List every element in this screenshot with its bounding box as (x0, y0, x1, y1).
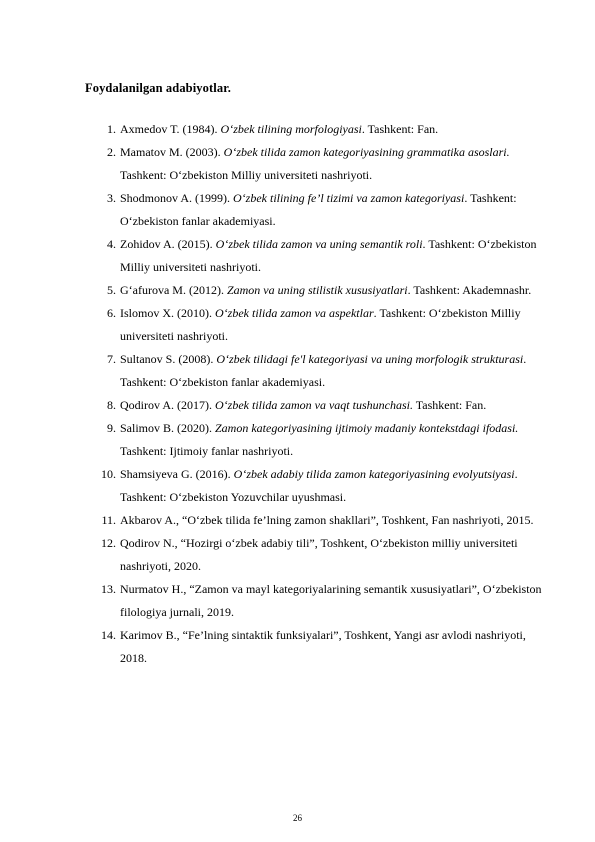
reference-item (0, 624, 550, 670)
section-heading: Foydalanilgan adabiyotlar. (85, 81, 231, 95)
reference-number: 9. (107, 421, 116, 435)
reference-list (0, 118, 595, 670)
reference-title: O‘zbek tilida zamon kategoriyasining grammatika asoslari. (223, 145, 510, 159)
reference-title: O‘zbek tilining fe’l tizimi va zamon kategoriyasi (233, 191, 465, 205)
reference-number: 7. (107, 352, 116, 366)
reference-item (0, 509, 550, 532)
reference-title: O‘zbek tilidagi fe'l kategoriyasi va uning morfologik strukturasi (216, 352, 524, 366)
reference-text: Zohidov A. (2015). O‘zbek tilida zamon va uning semantik roli. Tashkent: O‘zbekiston Milliy universiteti nashriyoti. (120, 237, 537, 274)
reference-number: 12. (101, 536, 116, 550)
reference-item (0, 532, 550, 578)
reference-number: 3. (107, 191, 116, 205)
reference-title: Zamon va uning stilistik xususiyatlari (226, 283, 408, 297)
reference-item (0, 233, 550, 279)
reference-text: Islomov X. (2010). O‘zbek tilida zamon va aspektlar. Tashkent: O‘zbekiston Milliy universiteti nashriyoti. (120, 306, 521, 343)
reference-text: Shamsiyeva G. (2016). O‘zbek adabiy tilida zamon kategoriyasining evolyutsiyasi. Tashkent: O‘zbekiston Yozuvchilar uyushmasi. (120, 467, 518, 504)
reference-text: Qodirov N., “Hozirgi o‘zbek adabiy tili”, Toshkent, O‘zbekiston milliy universiteti nashriyoti, 2020. (120, 536, 518, 573)
reference-text: Nurmatov H., “Zamon va mayl kategoriyalarining semantik xususiyatlari”, O‘zbekiston filologiya jurnali, 2019. (120, 582, 542, 619)
reference-item (0, 141, 550, 187)
reference-text: Shodmonov A. (1999). O‘zbek tilining fe’l tizimi va zamon kategoriyasi. Tashkent: O‘zbekiston fanlar akademiyasi. (120, 191, 517, 228)
reference-text: Salimov B. (2020). Zamon kategoriyasining ijtimoiy madaniy kontekstdagi ifodasi. Tashkent: Ijtimoiy fanlar nashriyoti. (120, 421, 519, 458)
reference-number: 13. (101, 582, 116, 596)
reference-item (0, 279, 550, 302)
reference-text: Karimov B., “Fe’lning sintaktik funksiyalari”, Toshkent, Yangi asr avlodi nashriyoti, 2018. (120, 628, 526, 665)
reference-number: 10. (101, 467, 116, 481)
reference-title: O‘zbek adabiy tilida zamon kategoriyasining evolyutsiyasi (233, 467, 515, 481)
reference-number: 1. (107, 122, 116, 136)
reference-item (0, 417, 550, 463)
page-number: 26 (293, 813, 302, 823)
reference-text: Qodirov A. (2017). O‘zbek tilida zamon va vaqt tushunchasi. Tashkent: Fan. (120, 398, 487, 412)
reference-item (0, 302, 550, 348)
reference-title: O‘zbek tilida zamon va uning semantik roli (215, 237, 423, 251)
reference-number: 2. (107, 145, 116, 159)
reference-text: Sultanov S. (2008). O‘zbek tilidagi fe'l kategoriyasi va uning morfologik strukturasi. Tashkent: O‘zbekiston fanlar akademiyasi. (120, 352, 527, 389)
reference-item (0, 187, 550, 233)
reference-text: Akbarov A., “O‘zbek tilida fe’lning zamon shakllari”, Toshkent, Fan nashriyoti, 2015. (120, 513, 534, 527)
reference-item (0, 118, 550, 141)
reference-number: 6. (107, 306, 116, 320)
reference-number: 14. (101, 628, 116, 642)
reference-title: O‘zbek tilida zamon va aspektlar (215, 306, 374, 320)
reference-text: Mamatov M. (2003). O‘zbek tilida zamon kategoriyasining grammatika asoslari. Tashkent: O‘zbekiston Milliy universiteti nashriyoti. (120, 145, 510, 182)
reference-number: 11. (101, 513, 116, 527)
reference-number: 5. (107, 283, 116, 297)
reference-item (0, 394, 550, 417)
reference-title: O‘zbek tilida zamon va vaqt tushunchasi. (215, 398, 413, 412)
reference-text: Axmedov T. (1984). O‘zbek tilining morfologiyasi. Tashkent: Fan. (120, 122, 439, 136)
reference-title: O‘zbek tilining morfologiyasi (220, 122, 362, 136)
reference-title: Zamon kategoriyasining ijtimoiy madaniy kontekstdagi ifodasi. (215, 421, 519, 435)
reference-number: 8. (107, 398, 116, 412)
reference-text: G‘afurova M. (2012). Zamon va uning stilistik xususiyatlari. Tashkent: Akademnashr. (120, 283, 532, 297)
reference-item (0, 348, 550, 394)
reference-item (0, 463, 550, 509)
reference-item (0, 578, 550, 624)
reference-number: 4. (107, 237, 116, 251)
